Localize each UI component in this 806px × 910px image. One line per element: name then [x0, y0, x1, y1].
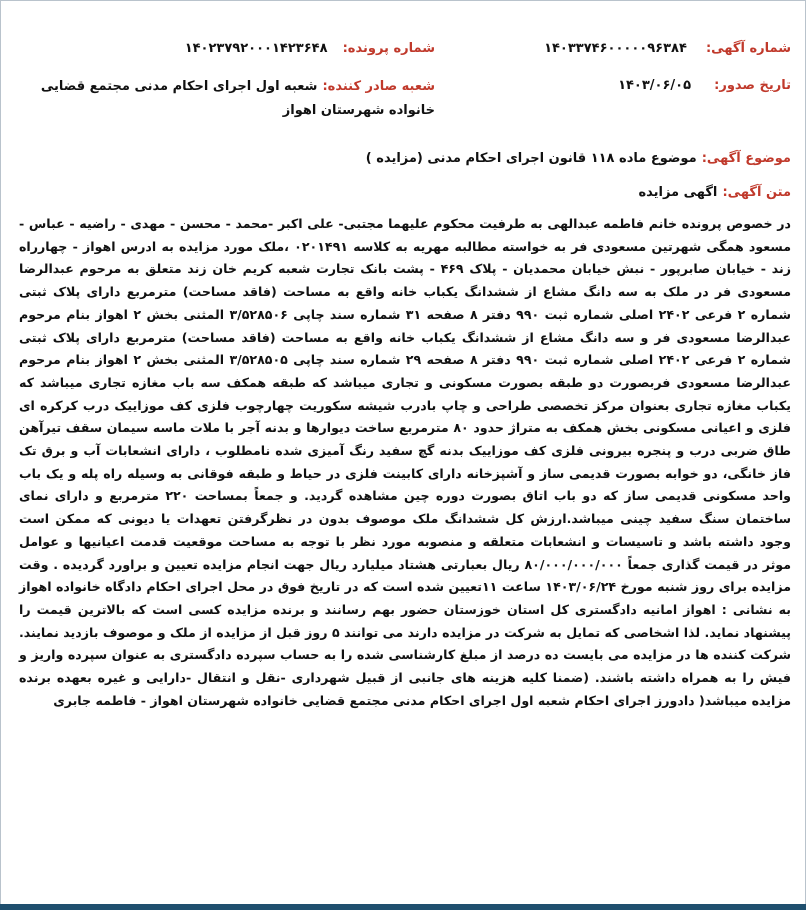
ad-number-row	[461, 37, 791, 58]
issue-date-row	[461, 74, 791, 95]
subject-value: موضوع ماده ۱۱۸ قانون اجرای احکام مدنی (مزایده )	[365, 151, 697, 166]
body-title-row	[21, 181, 791, 200]
file-number-row	[25, 37, 435, 58]
issue-date-label: تاریخ صدور:	[714, 78, 791, 93]
issuer: شعبه اول اجرای احکام مدنی مجتمع قضایی خانواده شهرستان اهواز	[40, 79, 435, 118]
ad-meta-left	[25, 37, 435, 138]
notice-body-text: در خصوص پرونده خانم فاطمه عبدالهی به طرفیت محکوم علیهما مجتبی- علی اکبر -محمد - محسن - مهدی - راضیه - عباس - مسعود همگی شهرتین مسعودی فر به خواسته مطالبه مهریه به کلاسه ۰۲۰۱۴۹۱ ،ملک مورد مزایده به ادرس اهواز - چهارراه زند - خیابان صابرپور - نبش خیابان محمدیان - پلاک ۴۶۹ - پشت بانک تجارت شعبه کریم خان زند متعلق به مرحوم عبدالرضا مسعودی فر در ملک به سه دانگ مشاع از ششدانگ یکباب خانه واقع به مساحت (فاقد مساحت) مترمربع دارای پلاک ثبتی شماره ۲ فرعی ۲۴۰۲ اصلی شماره ثبت ۹۹۰ دفتر ۸ صفحه ۳۱ شماره سند چاپی ۳/۵۲۸۵۰۶ المثنی بخش ۲ اهواز بنام مرحوم عبدالرضا مسعودی فر و سه دانگ مشاع از ششدانگ یکباب خانه واقع به مساحت (فاقد مساحت) مترمربع دارای پلاک ثبتی شماره ۲ فرعی ۲۴۰۲ اصلی شماره ثبت ۹۹۰ دفتر ۸ صفحه ۲۹ شماره سند چاپی ۳/۵۲۸۵۰۵ المثنی بخش ۲ اهواز بنام مرحوم عبدالرضا مسعودی فربصورت دو طبقه بصورت مسکونی و تجاری میباشد که طبقه همکف سه باب مغازه تجاری میباشد که یکباب مغازه تجاری بعنوان مرکز تخصصی طراحی و چاپ بادرب شیشه سکوریت چهارچوب فلزی کف موزاییک درب کرکره ای فلزی و اعیانی مسکونی بخش همکف به متراژ حدود ۸۰ مترمربع ساخت دیوارها و بدنه آجر با ملات ماسه سیمان سقف تیرآهن طاق ضربی درب و پنجره بیرونی فلزی کف موزاییک بدنه گچ سفید رنگ آمیزی شده نامطلوب ، دارای انشعابات آب و برق تک فاز خانگی، دو خوابه بصورت قدیمی ساز و آشپزخانه دارای کابینت فلزی در حیاط و طبقه فوقانی به وسیله راه پله و یک باب واحد مسکونی قدیمی ساز که دو باب اتاق بصورت دوره چین مشاهده گردید. و جمعاً بمساحت ۲۲۰ مترمربع و دارای نمای ساختمان سنگ سفید چینی میباشد.ارزش کل ششدانگ ملک موصوف بدون در نظرگرفتن تعهدات یا دیونی که ممکن است وجود داشته باشد و تاسیسات و انشعابات متعلقه و منصوبه مورد نظر با توجه به مساحت موقعیت قدمت اعیانیها و عوامل موثر در قیمت گذاری جمعاً ۸۰/۰۰۰/۰۰۰/۰۰۰ ریال بعبارتی هشتاد میلیارد ریال جهت انجام مزایده تعیین و براورد گردیده . وقت مزایده برای روز شنبه مورخ ۱۴۰۳/۰۶/۲۴ ساعت ۱۱تعیین شده است که در تاریخ فوق در محل اجرای احکام دادگاه خانواده اهواز به نشانی : اهواز امانیه دادگستری کل استان خوزستان حضور بهم رسانند و برنده مزایده کسی است که بالاترین قیمت را پیشنهاد نماید. لذا اشخاصی که تمایل به شرکت در مزایده دارند می توانند ۵ روز قبل از مزایده از ملک و موصوف بازدید نمایند. شرکت کننده ها در مزایده می بایست ده درصد از مبلغ کارشناسی شده را به حساب سپرده دادگستری به عنوان سپرده واریز و فیش را به همراه داشته باشند. (ضمنا کلیه هزینه های جانبی از قبیل شهرداری -نقل و انتقال -دارایی و غیره بعهده برنده مزایده میباشد( دادورز اجرای احکام شعبه اول اجرای احکام مدنی مجتمع قضایی خانواده شهرستان اهواز - فاطمه جابری	[19, 216, 792, 708]
body-label: متن آگهی:	[722, 185, 791, 200]
ad-number-label: شماره آگهی:	[705, 41, 791, 56]
issuer-label: شعبه صادر کننده:	[322, 79, 435, 94]
subject-label: موضوع آگهی:	[701, 151, 791, 166]
body-title: اگهی مزایده	[638, 185, 718, 200]
issuer-row	[25, 74, 435, 122]
bottom-bar	[0, 904, 806, 910]
ad-number: ۱۴۰۳۳۷۴۶۰۰۰۰۰۹۶۳۸۴	[544, 41, 687, 56]
ad-meta-right	[461, 37, 791, 111]
file-number: ۱۴۰۲۳۷۹۲۰۰۰۱۴۲۳۶۴۸	[184, 41, 328, 56]
issue-date: ۱۴۰۳/۰۶/۰۵	[618, 78, 692, 93]
file-number-label: شماره پرونده:	[342, 41, 435, 56]
subject-row	[21, 147, 791, 166]
